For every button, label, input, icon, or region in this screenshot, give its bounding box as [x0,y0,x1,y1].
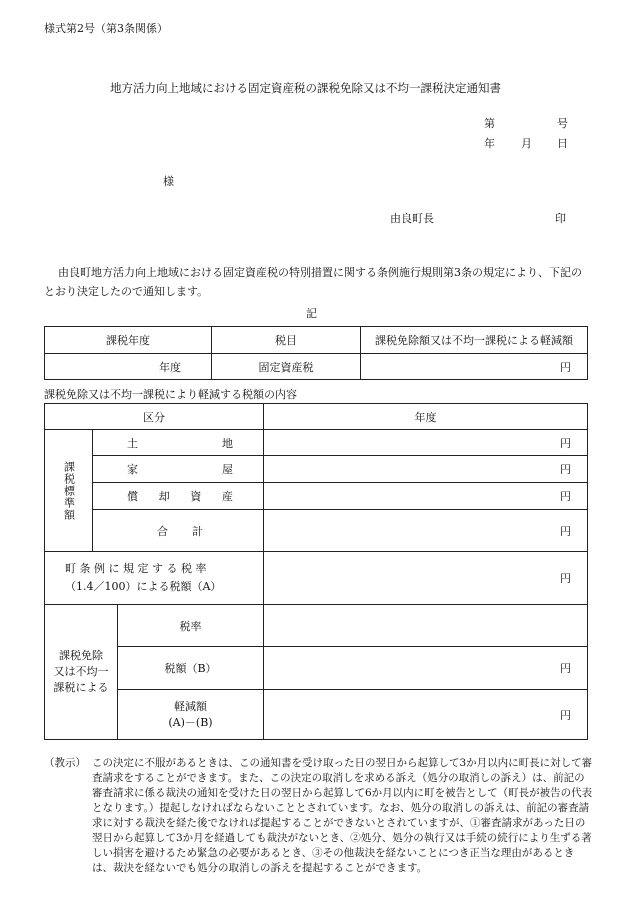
header-reduction-amount: 課税免除額又は不均一課税による軽減額 [361,327,588,354]
item-total: 合 計 [93,510,264,552]
date-month: 月 [521,137,532,150]
yen-depreciable: 円 [264,483,588,510]
label-reduction: 軽減額 (A)－(B) [118,690,264,740]
group-exemption-label: 課税免除 又は不均一 課税による [45,605,118,740]
group-tax-base-label: 課税標準額 [45,430,93,552]
document-title: 地方活力向上地域における固定資産税の課税免除又は不均一課税決定通知書 [110,81,501,95]
addressee-suffix: 様 [163,175,174,188]
issuer-name: 由良町長 [390,212,434,225]
tax-year-table [44,326,588,380]
notice-label: （教示） [44,757,86,769]
item-depreciable: 償 却 資 産 [93,483,264,510]
table2-caption: 課税免除又は不均一課税により軽減する税額の内容 [44,388,297,401]
header-nendo: 年度 [264,404,588,430]
cell-tax-item: 固定資産税 [212,354,361,380]
yen-reduction: 円 [264,690,588,740]
form-number: 様式第2号（第3条関係） [44,22,168,35]
tax-detail-table [44,403,588,740]
yen-tax-a: 円 [264,552,588,605]
body-text: 由良町地方活力向上地域における固定資産税の特別措置に関する条例施行規則第3条の規定により、下記のとおり決定したので通知します。 [44,266,582,298]
yen-land: 円 [264,430,588,456]
yen-tax-b: 円 [264,647,588,690]
cell-year: 年度 [45,354,212,380]
yen-house: 円 [264,456,588,483]
doc-number-suffix: 号 [557,117,568,130]
item-land: 土 地 [93,430,264,456]
town-rate-tax-a: 町条例に規定する税率 （1.4／100）による税額（A） [45,552,264,605]
cell-amount-yen: 円 [361,354,588,380]
label-tax-b: 税額（B） [118,647,264,690]
header-kubun: 区分 [45,404,264,430]
date-year: 年 [484,137,495,150]
label-tax-rate: 税率 [118,605,264,647]
value-tax-rate [264,605,588,647]
doc-number-prefix: 第 [484,117,495,130]
date-day: 日 [557,137,568,150]
notice-text: この決定に不服があるときは、この通知書を受け取った日の翌日から起算して3か月以内に町長に対して審査請求をすることができます。また、この決定の取消しを求める訴え（処分の取消しの訴え）は、前記の審査請求に係る裁決の通知を受けた日の翌日から起算して6か月以内に町を被告として（町長が被告の代表となります。）提起しなければならないこととされています。なお、処分の取消しの訴えは、前記の審査請求に対する裁決を経た後でなければ提起することができないとされていますが、①審査請求があった日の翌日から起算して3か月を経過しても裁決がないとき、②処分、処分の執行又は手続の続行により生ずる著しい損害を避けるため緊急の必要があるとき、③その他裁決を経ないことにつき正当な理由があるときは、裁決を経ないでも処分の取消しの訴えを提起することができます。 [92,757,593,874]
yen-total: 円 [264,510,588,552]
header-tax-year: 課税年度 [45,327,212,354]
notice-section [44,756,594,876]
item-house: 家 屋 [93,456,264,483]
ki-heading: 記 [306,307,317,320]
seal-mark: 印 [555,212,566,225]
header-tax-item: 税目 [212,327,361,354]
